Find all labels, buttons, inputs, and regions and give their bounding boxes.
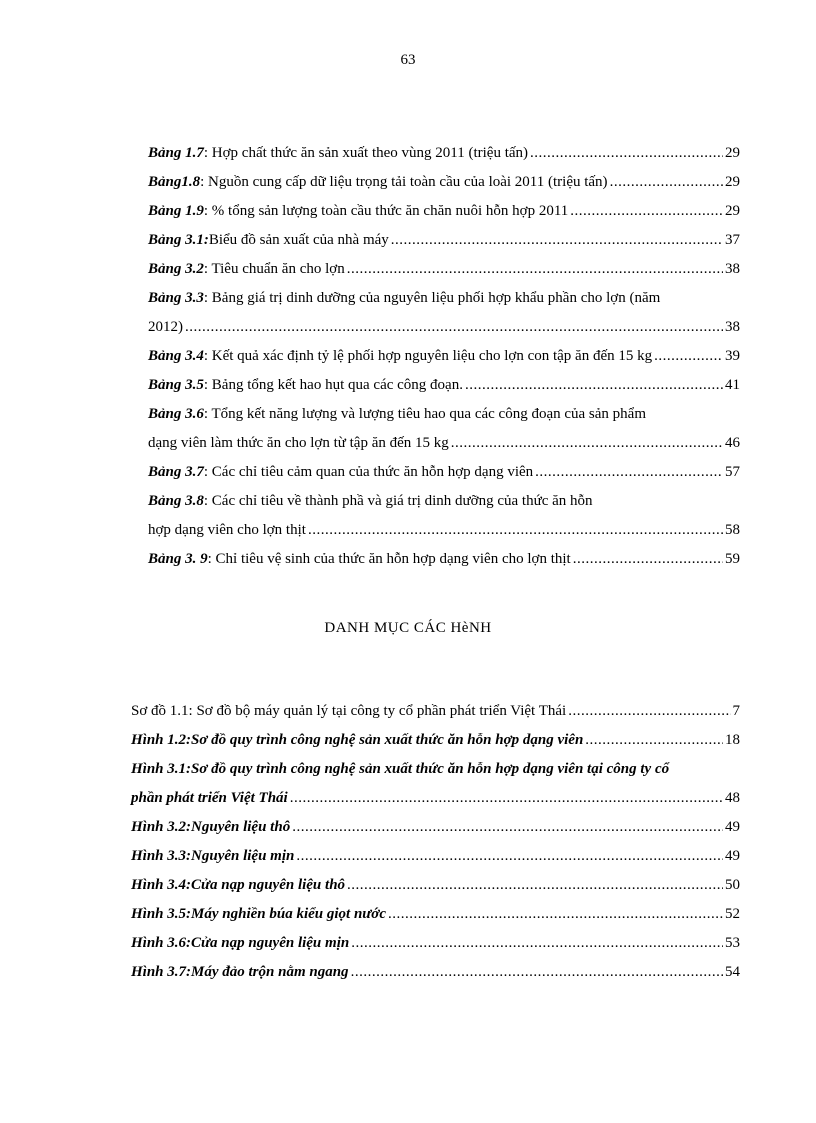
toc-entry-page: 37	[725, 232, 740, 248]
toc-entry-title: : Hợp chất thức ăn sản xuất theo vùng 2011 (triệu tấn)	[203, 145, 529, 161]
dot-leader	[185, 313, 723, 342]
figure-entry-title: Nguyên liệu thô	[191, 819, 291, 835]
toc-entry-ref: Bảng 3.1:	[148, 232, 209, 248]
figure-entry-page: 7	[732, 703, 740, 719]
figure-entry-title: Cửa nạp nguyên liệu mịn	[191, 935, 350, 951]
toc-entry-page: 29	[725, 174, 740, 190]
dot-leader	[351, 958, 723, 987]
figure-entry-ref: Hình 3.2:	[131, 819, 192, 835]
figure-entry[interactable]	[131, 784, 740, 813]
figure-entry-title: Máy đảo trộn nằm ngang	[191, 964, 349, 980]
toc-entry-title: : Nguồn cung cấp dữ liệu trọng tải toàn cầu của loài 2011 (triệu tấn)	[200, 174, 608, 190]
figure-entry-page: 50	[725, 877, 740, 893]
toc-entry-page: 38	[725, 319, 740, 335]
figure-entry[interactable]	[131, 871, 740, 900]
figure-entry-page: 49	[725, 819, 740, 835]
toc-entry-page: 57	[725, 464, 740, 480]
dot-leader	[451, 429, 723, 458]
toc-entry[interactable]	[148, 139, 740, 168]
toc-entry[interactable]	[148, 458, 740, 487]
dot-leader	[351, 929, 723, 958]
dot-leader	[573, 545, 723, 574]
toc-entry-page: 39	[725, 348, 740, 364]
figure-entry-title: Cửa nạp nguyên liệu thô	[191, 877, 346, 893]
toc-entry-ref: Bảng 3.6	[148, 406, 204, 422]
toc-entry-title-continued: 2012)	[148, 319, 183, 335]
figure-entry[interactable]	[131, 929, 740, 958]
toc-entry-ref: Bảng 3.4	[148, 348, 204, 364]
dot-leader	[610, 168, 723, 197]
toc-entry-ref: Bảng 1.7	[148, 145, 204, 161]
figure-entry-ref: Hình 3.6:	[131, 935, 192, 951]
toc-entry-ref: Bảng 3.2	[148, 261, 204, 277]
dot-leader	[391, 226, 723, 255]
toc-entry-ref: Bảng 3.5	[148, 377, 204, 393]
toc-entry-title: : Tổng kết năng lượng và lượng tiêu hao qua các công đoạn của sản phẩm	[203, 406, 647, 422]
toc-entry-title-continued: hợp dạng viên cho lợn thịt	[148, 522, 306, 538]
toc-entry-title: Biểu đồ sản xuất của nhà máy	[208, 232, 389, 248]
dot-leader	[654, 342, 723, 371]
dot-leader	[347, 871, 723, 900]
dot-leader	[296, 842, 723, 871]
page-number: 63	[400, 52, 416, 68]
figure-entry-ref: Hình 3.1:	[131, 761, 192, 777]
toc-entry-title: : % tổng sản lượng toàn cầu thức ăn chăn nuôi hỗn hợp 2011	[203, 203, 569, 219]
dot-leader	[308, 516, 723, 545]
toc-entry-title: : Tiêu chuẩn ăn cho lợn	[203, 261, 345, 277]
toc-entry[interactable]	[148, 197, 740, 226]
figure-entry-title: Sơ đồ 1.1: Sơ đồ bộ máy quản lý tại công ty cổ phần phát triển Việt Thái	[131, 703, 567, 719]
toc-entry-ref: Bảng 3.7	[148, 464, 204, 480]
toc-entry-page: 41	[725, 377, 740, 393]
dot-leader	[388, 900, 723, 929]
dot-leader	[347, 255, 723, 284]
figure-entry-ref: Hình 1.2:	[131, 732, 192, 748]
dot-leader	[292, 813, 723, 842]
toc-entry-page: 59	[725, 551, 740, 567]
figure-entry-page: 49	[725, 848, 740, 864]
toc-entry-title: : Bảng tổng kết hao hụt qua các công đoạn.	[203, 377, 463, 393]
figure-entry-ref: Hình 3.3:	[131, 848, 192, 864]
figure-entry-title: Nguyên liệu mịn	[191, 848, 295, 864]
toc-entry[interactable]	[148, 226, 740, 255]
tables-list	[148, 139, 740, 574]
toc-entry-line	[148, 284, 740, 313]
dot-leader	[585, 726, 723, 755]
toc-entry-ref: Bảng 3. 9	[148, 551, 208, 567]
figure-entry[interactable]	[131, 842, 740, 871]
figure-entry-ref: Hình 3.4:	[131, 877, 192, 893]
toc-entry[interactable]	[148, 545, 740, 574]
toc-entry-title-continued: dạng viên làm thức ăn cho lợn từ tập ăn đến 15 kg	[148, 435, 449, 451]
toc-entry[interactable]	[148, 429, 740, 458]
figure-entry-title: Máy nghiền búa kiểu giọt nước	[191, 906, 386, 922]
dot-leader	[530, 139, 723, 168]
figure-entry[interactable]	[131, 813, 740, 842]
toc-entry[interactable]	[148, 516, 740, 545]
figure-entry[interactable]	[131, 958, 740, 987]
toc-entry-page: 38	[725, 261, 740, 277]
dot-leader	[570, 197, 723, 226]
toc-entry-ref: Bảng 1.9	[148, 203, 204, 219]
figure-entry-title-continued: phần phát triển Việt Thái	[131, 790, 288, 806]
dot-leader	[535, 458, 723, 487]
figures-heading: DANH MỤC CÁC HèNH	[324, 620, 492, 636]
figures-list	[131, 697, 740, 987]
toc-entry-page: 29	[725, 145, 740, 161]
dot-leader	[290, 784, 723, 813]
toc-entry[interactable]	[148, 313, 740, 342]
figure-entry-line	[131, 755, 740, 784]
toc-entry-page: 58	[725, 522, 740, 538]
toc-entry[interactable]	[148, 255, 740, 284]
figure-entry[interactable]	[131, 697, 740, 726]
figure-entry-page: 52	[725, 906, 740, 922]
toc-entry-title: : Các chỉ tiêu về thành phầ và giá trị dinh dưỡng của thức ăn hỗn	[203, 493, 593, 509]
toc-entry[interactable]	[148, 371, 740, 400]
toc-entry-title: : Các chỉ tiêu cảm quan của thức ăn hỗn hợp dạng viên	[203, 464, 534, 480]
toc-entry-line	[148, 487, 740, 516]
toc-entry-title: : Kết quả xác định tỷ lệ phối hợp nguyên liệu cho lợn con tập ăn đến 15 kg	[203, 348, 653, 364]
figure-entry[interactable]	[131, 900, 740, 929]
figure-entry-ref: Hình 3.7:	[131, 964, 192, 980]
figure-entry-page: 48	[725, 790, 740, 806]
figure-entry-title: Sơ đồ quy trình công nghệ sản xuất thức ăn hỗn hợp dạng viên tại công ty cổ	[191, 761, 670, 777]
toc-entry-page: 29	[725, 203, 740, 219]
toc-entry-ref: Bảng 3.3	[148, 290, 204, 306]
dot-leader	[568, 697, 730, 726]
toc-entry[interactable]	[148, 342, 740, 371]
toc-entry-title: : Bảng giá trị dinh dưỡng của nguyên liệu phối hợp khẩu phần cho lợn (năm	[203, 290, 661, 306]
figure-entry-page: 53	[725, 935, 740, 951]
toc-entry-title: : Chỉ tiêu vệ sinh của thức ăn hỗn hợp dạng viên cho lợn thịt	[207, 551, 571, 567]
toc-entry-ref: Bảng1.8	[148, 174, 201, 190]
figure-entry-page: 18	[725, 732, 740, 748]
figure-entry-title: Sơ đồ quy trình công nghệ sản xuất thức ăn hỗn hợp dạng viên	[191, 732, 584, 748]
figure-entry[interactable]	[131, 726, 740, 755]
toc-entry-line	[148, 400, 740, 429]
figure-entry-page: 54	[725, 964, 740, 980]
figure-entry-ref: Hình 3.5:	[131, 906, 192, 922]
toc-entry-page: 46	[725, 435, 740, 451]
dot-leader	[465, 371, 723, 400]
toc-entry-ref: Bảng 3.8	[148, 493, 204, 509]
toc-entry[interactable]	[148, 168, 740, 197]
